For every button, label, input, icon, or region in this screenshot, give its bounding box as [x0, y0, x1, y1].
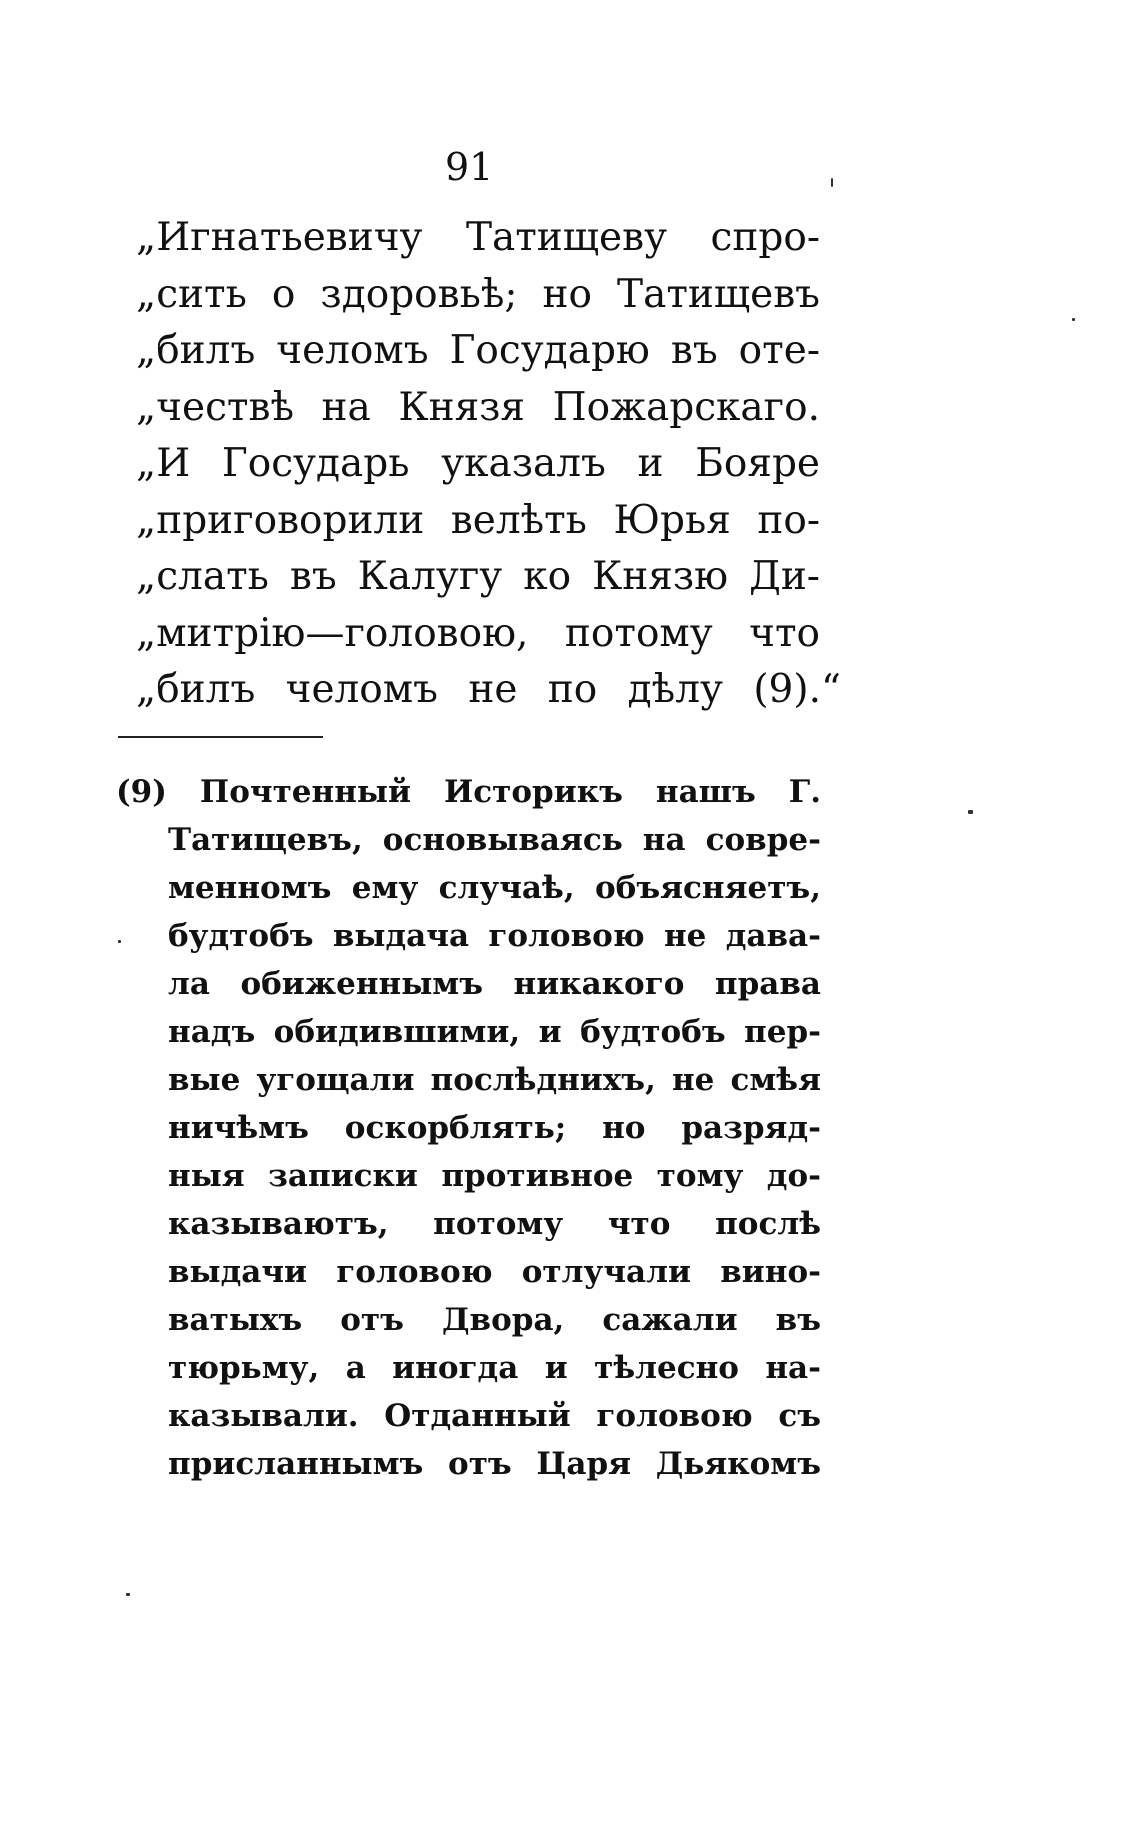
footnote-line: надъ обидившими, и будтобъ пер-: [168, 1014, 821, 1050]
scan-speck: [1072, 318, 1075, 321]
footnote-line: тюрьму, а иногда и тѣлесно на-: [168, 1350, 821, 1386]
text-line: „Игнатьевичу Татищеву спро-: [136, 215, 820, 260]
main-text-block: [136, 210, 841, 719]
text-line: „билъ челомъ не по дѣлу (9).“: [136, 667, 841, 712]
footnote-line: казываютъ, потому что послѣ: [168, 1206, 821, 1242]
footnote-line: ничѣмъ оскорблять; но разряд-: [168, 1110, 821, 1146]
footnote-line: будтобъ выдача головою не дава-: [168, 918, 821, 954]
scan-speck: [118, 940, 121, 943]
footnote-line: казывали. Отданный головою съ: [168, 1398, 821, 1434]
footnote-block: [116, 768, 821, 1488]
text-line: „билъ челомъ Государю въ оте-: [136, 328, 820, 373]
footnote-line: выдачи головою отлучали вино-: [168, 1254, 821, 1290]
text-line: „слать въ Калугу ко Князю Ди-: [136, 554, 820, 599]
footnote-line: ла обиженнымъ никакого права: [168, 966, 821, 1002]
footnote-line: (9) Почтенный Историкъ нашъ Г.: [116, 774, 821, 810]
text-line: „приговорили велѣть Юрья по-: [136, 497, 820, 543]
text-line: „сить о здоровьѣ; но Татищевъ: [136, 271, 820, 317]
footnote-line: вые угощали послѣднихъ, не смѣя: [168, 1062, 821, 1098]
scan-speck: [126, 1593, 130, 1596]
scan-speck: [831, 178, 833, 187]
footnote-line: Татищевъ, основываясь на совре-: [168, 822, 821, 858]
footnote-line: присланнымъ отъ Царя Дьякомъ: [168, 1446, 821, 1482]
footnote-line: ватыхъ отъ Двора, сажали въ: [168, 1302, 821, 1338]
footnote-separator-rule: [118, 736, 323, 738]
footnote-line: ныя записки противное тому до-: [168, 1158, 821, 1194]
page-number: 91: [445, 145, 494, 189]
scan-speck: [968, 810, 973, 814]
footnote-line: менномъ ему случаѣ, объясняетъ,: [168, 870, 821, 906]
text-line: „митрію—головою, потому что: [136, 610, 820, 656]
text-line: „чествѣ на Князя Пожарскаго.: [136, 384, 820, 430]
text-line: „И Государь указалъ и Бояре: [136, 441, 820, 486]
